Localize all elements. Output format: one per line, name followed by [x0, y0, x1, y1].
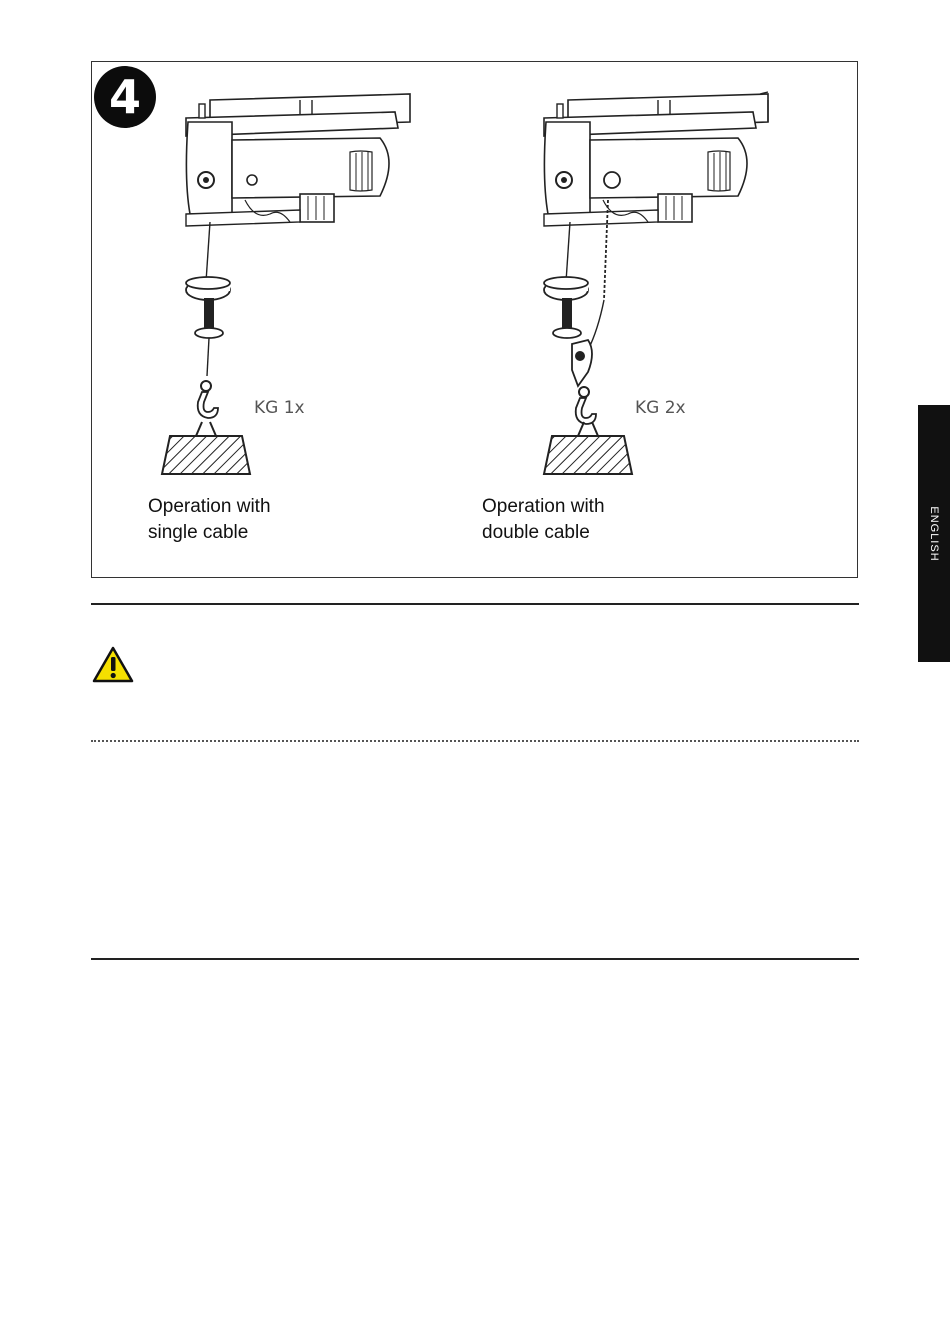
single-cable-caption: Operation with single cable — [148, 496, 271, 543]
single-cable-weight-label: KG 1x — [254, 398, 305, 418]
double-cable-weight-label: KG 2x — [635, 398, 686, 418]
section-divider-bottom — [91, 958, 859, 960]
section-divider-top — [91, 603, 859, 605]
double-cable-caption: Operation with double cable — [482, 496, 605, 543]
section-divider-dotted — [91, 740, 859, 742]
language-side-tab — [918, 405, 950, 662]
warning-triangle-icon — [92, 646, 134, 684]
language-side-tab-label: ENGLISH — [928, 505, 940, 562]
step-number-badge: 4 — [94, 66, 156, 128]
